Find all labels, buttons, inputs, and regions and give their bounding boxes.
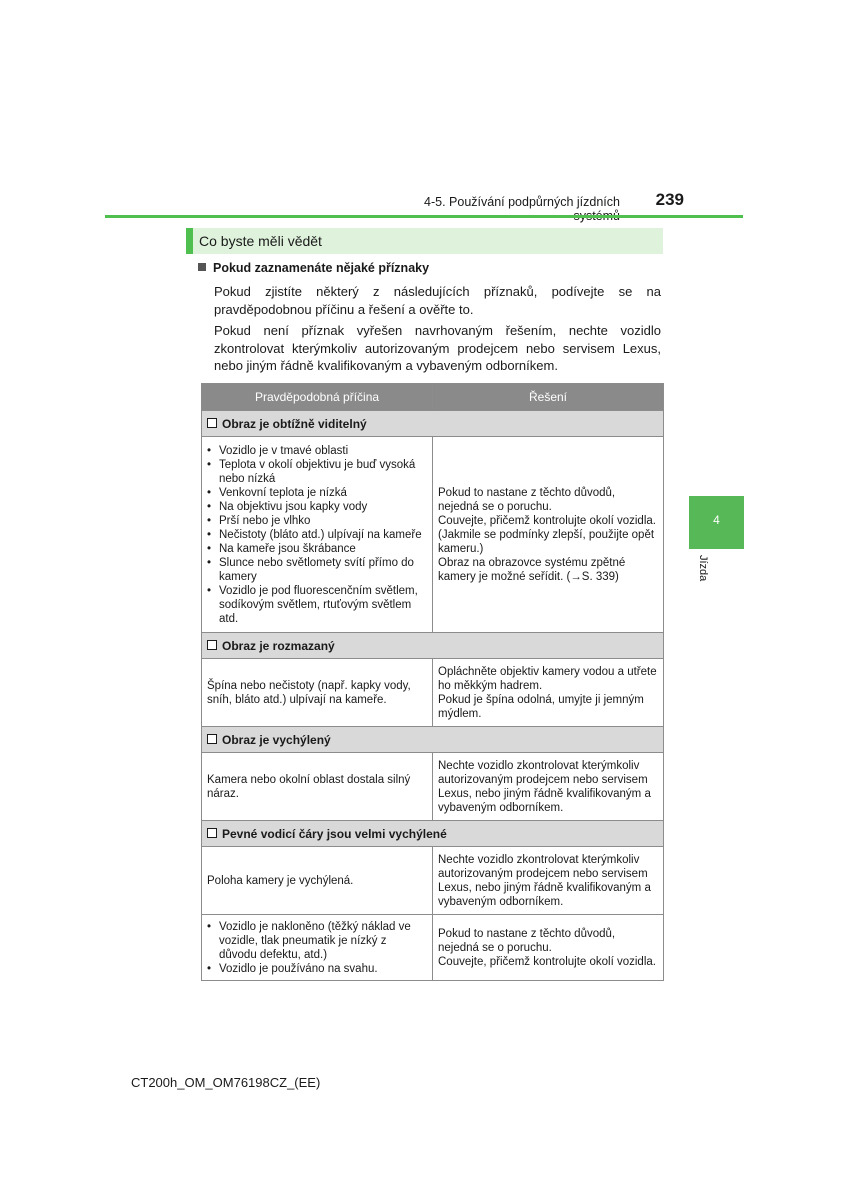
square-bullet-icon: [198, 263, 206, 271]
solution-text: Couvejte, přičemž kontrolujte okolí vozidla. (Jakmile se podmínky zlepší, použijte opět kameru.): [438, 514, 656, 555]
solution-text: Pokud je špína odolná, umyjte ji jemným mýdlem.: [438, 693, 644, 720]
group-title: Obraz je rozmazaný: [222, 638, 335, 653]
troubleshooting-table: [201, 383, 664, 981]
group-title-cell: [202, 821, 664, 847]
table-row: [202, 753, 664, 821]
cause-item: • Vozidlo je pod fluorescenčním světlem, sodíkovým světlem, rtuťovým světlem atd.: [207, 584, 427, 626]
solution-cell: [433, 753, 664, 821]
table-group-row: [202, 727, 664, 753]
document-code: CT200h_OM_OM76198CZ_(EE): [131, 1075, 321, 1090]
table-row: [202, 915, 664, 981]
header-rule: [105, 215, 743, 218]
chapter-number: 4: [713, 513, 720, 527]
group-title: Obraz je obtížně viditelný: [222, 416, 367, 431]
cause-item: • Na kameře jsou škrábance: [207, 542, 427, 556]
solution-text: Nechte vozidlo zkontrolovat kterýmkoliv autorizovaným prodejcem nebo servisem Lexus, nebo jiným řádně kvalifikovaným a vybaveným odborníkem.: [438, 759, 651, 814]
info-box-title: Co byste měli vědět: [186, 228, 663, 254]
checkbox-icon: [207, 640, 217, 650]
chapter-tab: [689, 496, 744, 549]
cause-text: Kamera nebo okolní oblast dostala silný náraz.: [207, 773, 411, 800]
page-number: 239: [655, 190, 684, 209]
group-title-cell: [202, 727, 664, 753]
cause-item: • Slunce nebo světlomety svítí přímo do kamery: [207, 556, 427, 584]
cause-item: • Vozidlo je nakloněno (těžký náklad ve vozidle, tlak pneumatik je nízký z důvodu defektu, atd.): [207, 920, 427, 962]
cause-text: Poloha kamery je vychýlená.: [207, 874, 354, 887]
group-title-cell: [202, 411, 664, 437]
group-title-cell: [202, 633, 664, 659]
solution-cell: [433, 847, 664, 915]
section-title: 4-5. Používání podpůrných jízdních: [424, 195, 620, 209]
solution-text: Couvejte, přičemž kontrolujte okolí vozidla.: [438, 955, 656, 968]
cause-cell: [202, 915, 433, 981]
cause-list: [207, 920, 427, 976]
table-group-row: [202, 821, 664, 847]
column-header-solution: Řešení: [433, 384, 664, 411]
cause-cell: [202, 659, 433, 727]
paragraph: Pokud zjistíte některý z následujících příznaků, podívejte se na pravděpodobnou příčinu a řešení a ověřte to.: [214, 284, 661, 317]
checkbox-icon: [207, 418, 217, 428]
cause-item: • Venkovní teplota je nízká: [207, 486, 427, 500]
solution-cell: [433, 659, 664, 727]
solution-text: Pokud to nastane z těchto důvodů, nejedná se o poruchu.: [438, 927, 616, 954]
cause-cell: [202, 437, 433, 633]
cause-cell: [202, 753, 433, 821]
paragraph: Pokud není příznak vyřešen navrhovaným řešením, nechte vozidlo zkontrolovat kterýmkoliv autorizovaným prodejcem nebo servisem Lexus, nebo jiným řádně kvalifikovaným a vybaveným odborníkem.: [214, 323, 661, 373]
chapter-label: Jízda: [697, 555, 709, 582]
group-title: Obraz je vychýlený: [222, 732, 331, 747]
solution-cell: [433, 437, 664, 633]
subheading-text: Pokud zaznamenáte nějaké příznaky: [213, 261, 430, 275]
table-row: [202, 847, 664, 915]
group-title: Pevné vodicí čáry jsou velmi vychýlené: [222, 826, 447, 841]
table-row: [202, 437, 664, 633]
solution-cell: [433, 915, 664, 981]
cause-item: • Na objektivu jsou kapky vody: [207, 500, 427, 514]
table-row: [202, 659, 664, 727]
chapter-side-label: [697, 555, 711, 595]
cause-cell: [202, 847, 433, 915]
cause-item: • Nečistoty (bláto atd.) ulpívají na kameře: [207, 528, 427, 542]
solution-text: Pokud to nastane z těchto důvodů, nejedná se o poruchu.: [438, 486, 616, 513]
solution-text: Opláchněte objektiv kamery vodou a utřete ho měkkým hadrem.: [438, 665, 657, 692]
solution-text: Obraz na obrazovce systému zpětné kamery je možné seřídit. (→S. 339): [438, 556, 626, 583]
subheading: [198, 261, 658, 275]
cause-item: • Vozidlo je v tmavé oblasti: [207, 444, 427, 458]
cause-item: • Vozidlo je používáno na svahu.: [207, 962, 427, 976]
solution-text: Nechte vozidlo zkontrolovat kterýmkoliv autorizovaným prodejcem nebo servisem Lexus, nebo jiným řádně kvalifikovaným a vybaveným odborníkem.: [438, 853, 651, 908]
table-group-row: [202, 633, 664, 659]
cause-item: • Prší nebo je vlhko: [207, 514, 427, 528]
cause-list: [207, 444, 427, 626]
column-header-cause: Pravděpodobná příčina: [202, 384, 433, 411]
table-group-row: [202, 411, 664, 437]
cause-text: Špína nebo nečistoty (např. kapky vody, sníh, bláto atd.) ulpívají na kameře.: [207, 679, 411, 706]
cause-item: • Teplota v okolí objektivu je buď vysoká nebo nízká: [207, 458, 427, 486]
checkbox-icon: [207, 734, 217, 744]
checkbox-icon: [207, 828, 217, 838]
